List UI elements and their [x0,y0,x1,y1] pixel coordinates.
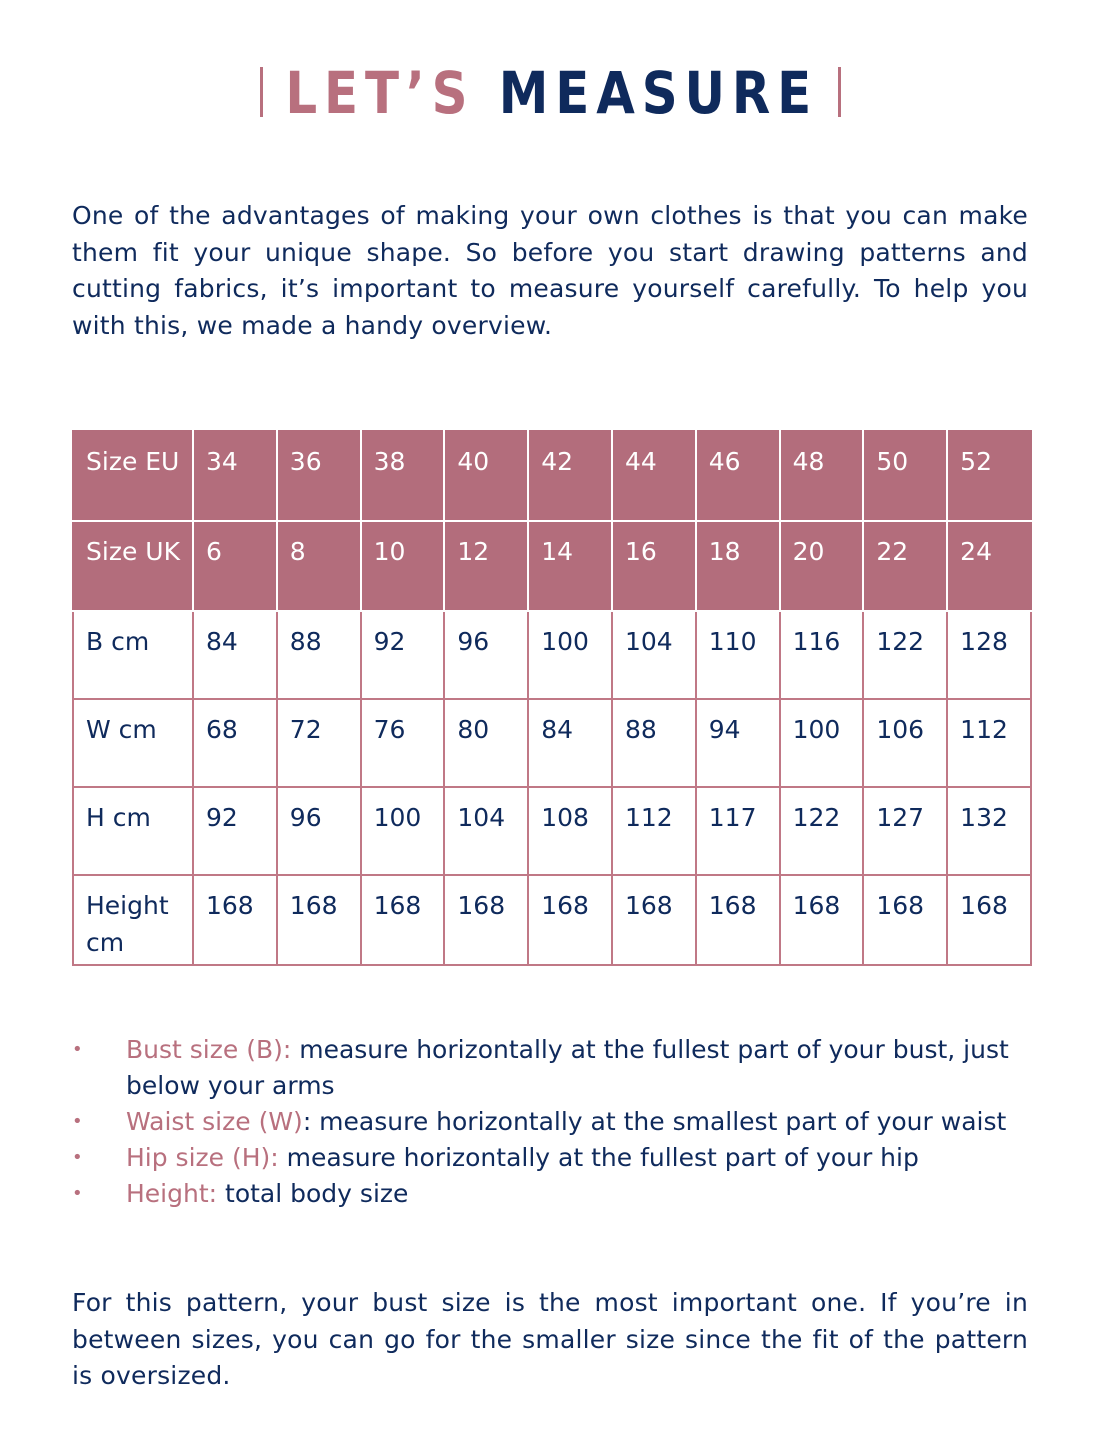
note-text: : measure horizontally at the smallest part of your waist [302,1107,1007,1136]
list-item [72,1176,1032,1212]
table-cell: 112 [612,787,696,875]
table-cell: 34 [193,431,277,521]
table-cell: 52 [947,431,1031,521]
note-key: Height: [126,1179,218,1208]
table-cell: 168 [277,875,361,965]
table-cell: 92 [193,787,277,875]
table-cell: 46 [696,431,780,521]
table-cell: 72 [277,699,361,787]
table-cell: 24 [947,521,1031,611]
table-cell: 117 [696,787,780,875]
table-cell: 68 [193,699,277,787]
table-cell: 76 [361,699,445,787]
table-cell: 100 [780,699,864,787]
table-cell: 16 [612,521,696,611]
table-cell: 40 [444,431,528,521]
table-cell: 104 [444,787,528,875]
note-text: total body size [217,1179,409,1208]
page-header [0,45,1104,135]
table-cell: 44 [612,431,696,521]
row-label: Size EU [73,431,193,521]
table-cell: 168 [528,875,612,965]
table-cell: 80 [444,699,528,787]
row-label: W cm [73,699,193,787]
table-cell: 127 [863,787,947,875]
table-cell: 84 [193,611,277,699]
table-cell: 12 [444,521,528,611]
list-item [72,1104,1032,1140]
table-cell: 96 [444,611,528,699]
row-label: Size UK [73,521,193,611]
row-label: H cm [73,787,193,875]
bullet-icon: • [72,1111,83,1132]
table-cell: 38 [361,431,445,521]
table-cell: 168 [947,875,1031,965]
table-cell: 14 [528,521,612,611]
table-row-height [73,875,1031,965]
row-label: Height cm [73,875,193,965]
table-cell: 18 [696,521,780,611]
table-cell: 100 [361,787,445,875]
bullet-icon: • [72,1183,83,1204]
table-cell: 6 [193,521,277,611]
note-key: Bust size (B): [126,1035,292,1064]
table-cell: 20 [780,521,864,611]
table-cell: 94 [696,699,780,787]
table-cell: 168 [361,875,445,965]
table-cell: 128 [947,611,1031,699]
list-item [72,1140,1032,1176]
table-cell: 168 [193,875,277,965]
bullet-icon: • [72,1039,83,1060]
table-row-size-uk [73,521,1031,611]
measurement-notes [72,1032,1032,1212]
table-row-hip [73,787,1031,875]
table-row-size-eu [73,431,1031,521]
table-cell: 8 [277,521,361,611]
table-row-bust [73,611,1031,699]
table-cell: 42 [528,431,612,521]
title-divider-right [838,67,841,117]
table-cell: 168 [444,875,528,965]
table-cell: 100 [528,611,612,699]
table-cell: 108 [528,787,612,875]
table-cell: 88 [612,699,696,787]
table-cell: 96 [277,787,361,875]
size-chart-table [72,430,1032,966]
table-cell: 104 [612,611,696,699]
table-cell: 84 [528,699,612,787]
note-key: Waist size (W) [126,1107,303,1136]
outro-paragraph: For this pattern, your bust size is the most important one. If you’re in between sizes, you can go for the smaller size since the fit of the pattern is oversized. [72,1288,1028,1390]
note-text: measure horizontally at the fullest part of your bust, just below your arms [126,1035,1009,1100]
bullet-icon: • [72,1147,83,1168]
table-cell: 10 [361,521,445,611]
table-cell: 106 [863,699,947,787]
page-title [77,45,1026,141]
table-cell: 92 [361,611,445,699]
table-cell: 88 [277,611,361,699]
table-cell: 168 [696,875,780,965]
table-cell: 168 [863,875,947,965]
note-text: measure horizontally at the fullest part of your hip [278,1143,919,1172]
title-word-measure: MEASURE [498,59,819,127]
table-cell: 48 [780,431,864,521]
title-word-lets: LET’S [285,59,475,127]
table-cell: 116 [780,611,864,699]
table-row-waist [73,699,1031,787]
list-item [72,1032,1032,1104]
row-label: B cm [73,611,193,699]
table-cell: 22 [863,521,947,611]
intro-paragraph: One of the advantages of making your own clothes is that you can make them fit your unique shape. So before you start drawing patterns and cutting fabrics, it’s important to measure yourself carefully. To help you with this, we made a handy overview. [72,201,1028,340]
table-cell: 122 [863,611,947,699]
table-cell: 132 [947,787,1031,875]
table-cell: 168 [612,875,696,965]
table-cell: 168 [780,875,864,965]
table-cell: 122 [780,787,864,875]
table-cell: 110 [696,611,780,699]
table-cell: 50 [863,431,947,521]
table-cell: 36 [277,431,361,521]
note-key: Hip size (H): [126,1143,279,1172]
table-cell: 112 [947,699,1031,787]
